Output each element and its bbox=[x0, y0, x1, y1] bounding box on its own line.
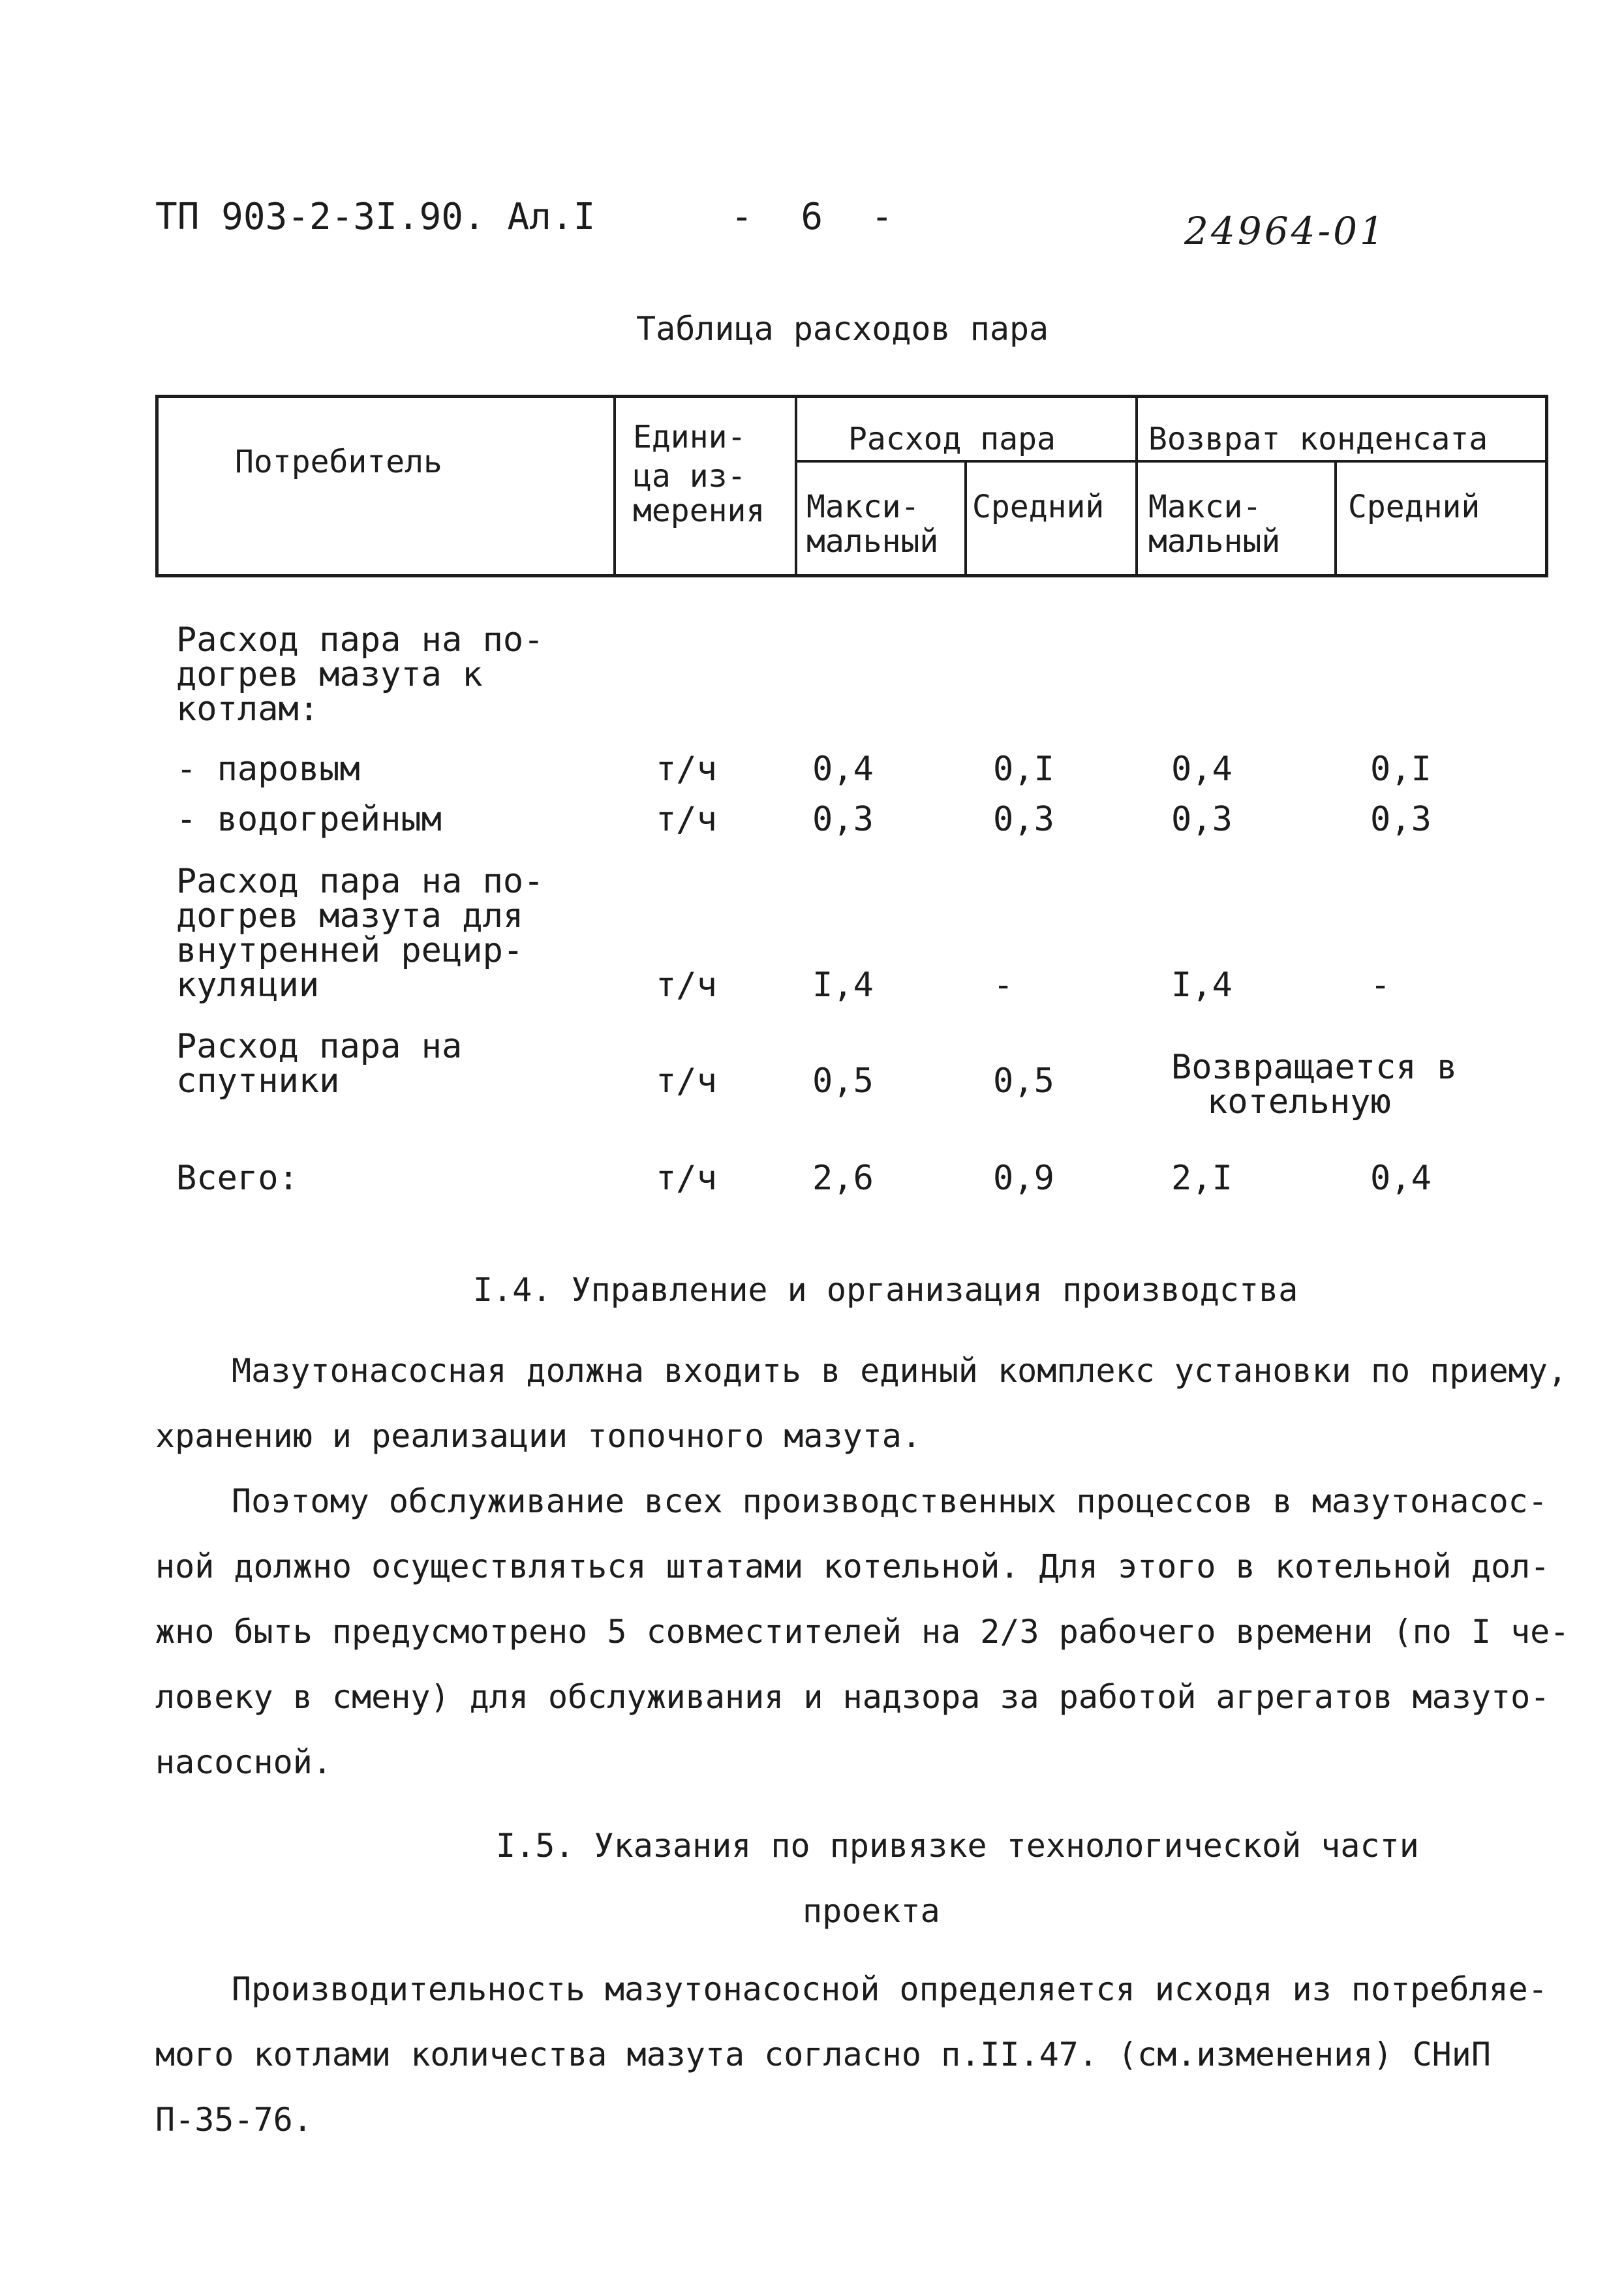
row-total-unit: т/ч bbox=[656, 1159, 717, 1198]
row-steam-unit: т/ч bbox=[656, 750, 717, 789]
row-total-cond-avg: 0,4 bbox=[1370, 1159, 1432, 1198]
row-hotwater-name: - водогрейным bbox=[176, 800, 442, 839]
row-total-steam-avg: 0,9 bbox=[993, 1159, 1054, 1198]
row-hotwater-steam-max: 0,3 bbox=[812, 800, 874, 839]
header-bottom-border bbox=[155, 574, 1548, 577]
header-right-border bbox=[1545, 395, 1548, 577]
row-steam-cond-max: 0,4 bbox=[1171, 750, 1233, 789]
row-satellites-name-l1: Расход пара на bbox=[176, 1027, 463, 1066]
page-number: - 6 - bbox=[731, 196, 893, 238]
table-caption: Таблица расходов пара bbox=[636, 310, 1049, 348]
header-left-border bbox=[155, 395, 159, 577]
row-satellites-cond-note-l1: Возвращается в bbox=[1171, 1048, 1458, 1087]
row-hotwater-cond-max: 0,3 bbox=[1171, 800, 1233, 839]
header-steam-avg: Средний bbox=[972, 489, 1105, 525]
section-1-5-p-l2: мого котлами количества мазута согласно п.II.47. (см.изменения) СНиП bbox=[155, 2036, 1491, 2073]
section-1-5-heading-l1: I.5. Указания по привязке технологической части bbox=[496, 1827, 1419, 1865]
section-1-4-heading: I.4. Управление и организация производства bbox=[473, 1271, 1298, 1309]
row-recirc-cond-max: I,4 bbox=[1171, 966, 1233, 1005]
section-1-4-p2-l3: жно быть предусмотрено 5 совместителей на 2/3 рабочего времени (по I че- bbox=[155, 1613, 1570, 1651]
row-steam-name: - паровым bbox=[176, 750, 360, 789]
row-satellites-unit: т/ч bbox=[656, 1062, 717, 1101]
header-cond-max-line2: мальный bbox=[1148, 523, 1281, 560]
header-unit-line2: ца из- bbox=[633, 458, 746, 495]
document-code: ТП 903-2-3I.90. Ал.I bbox=[155, 196, 596, 238]
row-heating-boilers-name-l2: догрев мазута к bbox=[176, 655, 483, 694]
row-satellites-name-l2: спутники bbox=[176, 1062, 340, 1101]
row-recirc-steam-avg: - bbox=[993, 966, 1014, 1005]
row-total-name: Всего: bbox=[176, 1159, 299, 1198]
divider-steam-condensate bbox=[1135, 395, 1138, 577]
row-recirc-name-l2: догрев мазута для bbox=[176, 896, 524, 936]
section-1-4-p2-l5: насосной. bbox=[155, 1743, 332, 1781]
section-1-4-p1-l2: хранению и реализации топочного мазута. bbox=[155, 1417, 921, 1455]
header-consumer: Потребитель bbox=[235, 444, 442, 480]
header-steam-group: Расход пара bbox=[848, 421, 1056, 457]
row-recirc-unit: т/ч bbox=[656, 966, 717, 1005]
row-recirc-name-l4: куляции bbox=[176, 966, 320, 1005]
row-recirc-name-l3: внутренней рецир- bbox=[176, 931, 524, 970]
row-recirc-steam-max: I,4 bbox=[812, 966, 874, 1005]
row-total-steam-max: 2,6 bbox=[812, 1159, 874, 1198]
archive-number: 24964-01 bbox=[1184, 209, 1387, 253]
section-1-5-p-l3: П-35-76. bbox=[155, 2101, 313, 2139]
header-unit-line1: Едини- bbox=[633, 419, 746, 455]
row-satellites-steam-avg: 0,5 bbox=[993, 1062, 1054, 1101]
header-top-border bbox=[155, 395, 1548, 398]
section-1-4-p2-l4: ловеку в смену) для обслуживания и надзора за работой агрегатов мазуто- bbox=[155, 1678, 1550, 1716]
row-steam-cond-avg: 0,I bbox=[1370, 750, 1432, 789]
row-total-cond-max: 2,I bbox=[1171, 1159, 1233, 1198]
row-satellites-steam-max: 0,5 bbox=[812, 1062, 874, 1101]
row-recirc-cond-avg: - bbox=[1370, 966, 1391, 1005]
row-hotwater-cond-avg: 0,3 bbox=[1370, 800, 1432, 839]
row-hotwater-steam-avg: 0,3 bbox=[993, 800, 1054, 839]
divider-consumer-unit bbox=[613, 395, 616, 577]
header-cond-avg: Средний bbox=[1348, 489, 1480, 525]
divider-cond-max-avg bbox=[1334, 460, 1337, 577]
section-1-5-p-l1: Производительность мазутонасосной определяется исходя из потребляе- bbox=[232, 1970, 1548, 2008]
row-recirc-name-l1: Расход пара на по- bbox=[176, 862, 544, 901]
divider-steam-max-avg bbox=[964, 460, 967, 577]
header-unit-line3: мерения bbox=[633, 493, 765, 529]
section-1-5-heading-l2: проекта bbox=[803, 1892, 940, 1930]
row-steam-steam-avg: 0,I bbox=[993, 750, 1054, 789]
row-heating-boilers-name-l3: котлам: bbox=[176, 690, 320, 729]
section-1-4-p2-l1: Поэтому обслуживание всех производственных процессов в мазутонасос- bbox=[232, 1482, 1548, 1520]
section-1-4-p1-l1: Мазутонасосная должна входить в единый комплекс установки по приему, bbox=[232, 1352, 1567, 1390]
group-underline bbox=[795, 460, 1548, 463]
row-heating-boilers-name-l1: Расход пара на по- bbox=[176, 620, 544, 660]
header-steam-max-line1: Макси- bbox=[806, 489, 920, 525]
divider-unit-steam bbox=[795, 395, 797, 577]
header-steam-max-line2: мальный bbox=[806, 523, 939, 560]
section-1-4-p2-l2: ной должно осуществляться штатами котельной. Для этого в котельной дол- bbox=[155, 1548, 1550, 1585]
row-hotwater-unit: т/ч bbox=[656, 800, 717, 839]
row-satellites-cond-note-l2: котельную bbox=[1207, 1082, 1391, 1122]
row-steam-steam-max: 0,4 bbox=[812, 750, 874, 789]
header-condensate-group: Возврат конденсата bbox=[1148, 421, 1488, 457]
header-cond-max-line1: Макси- bbox=[1148, 489, 1262, 525]
